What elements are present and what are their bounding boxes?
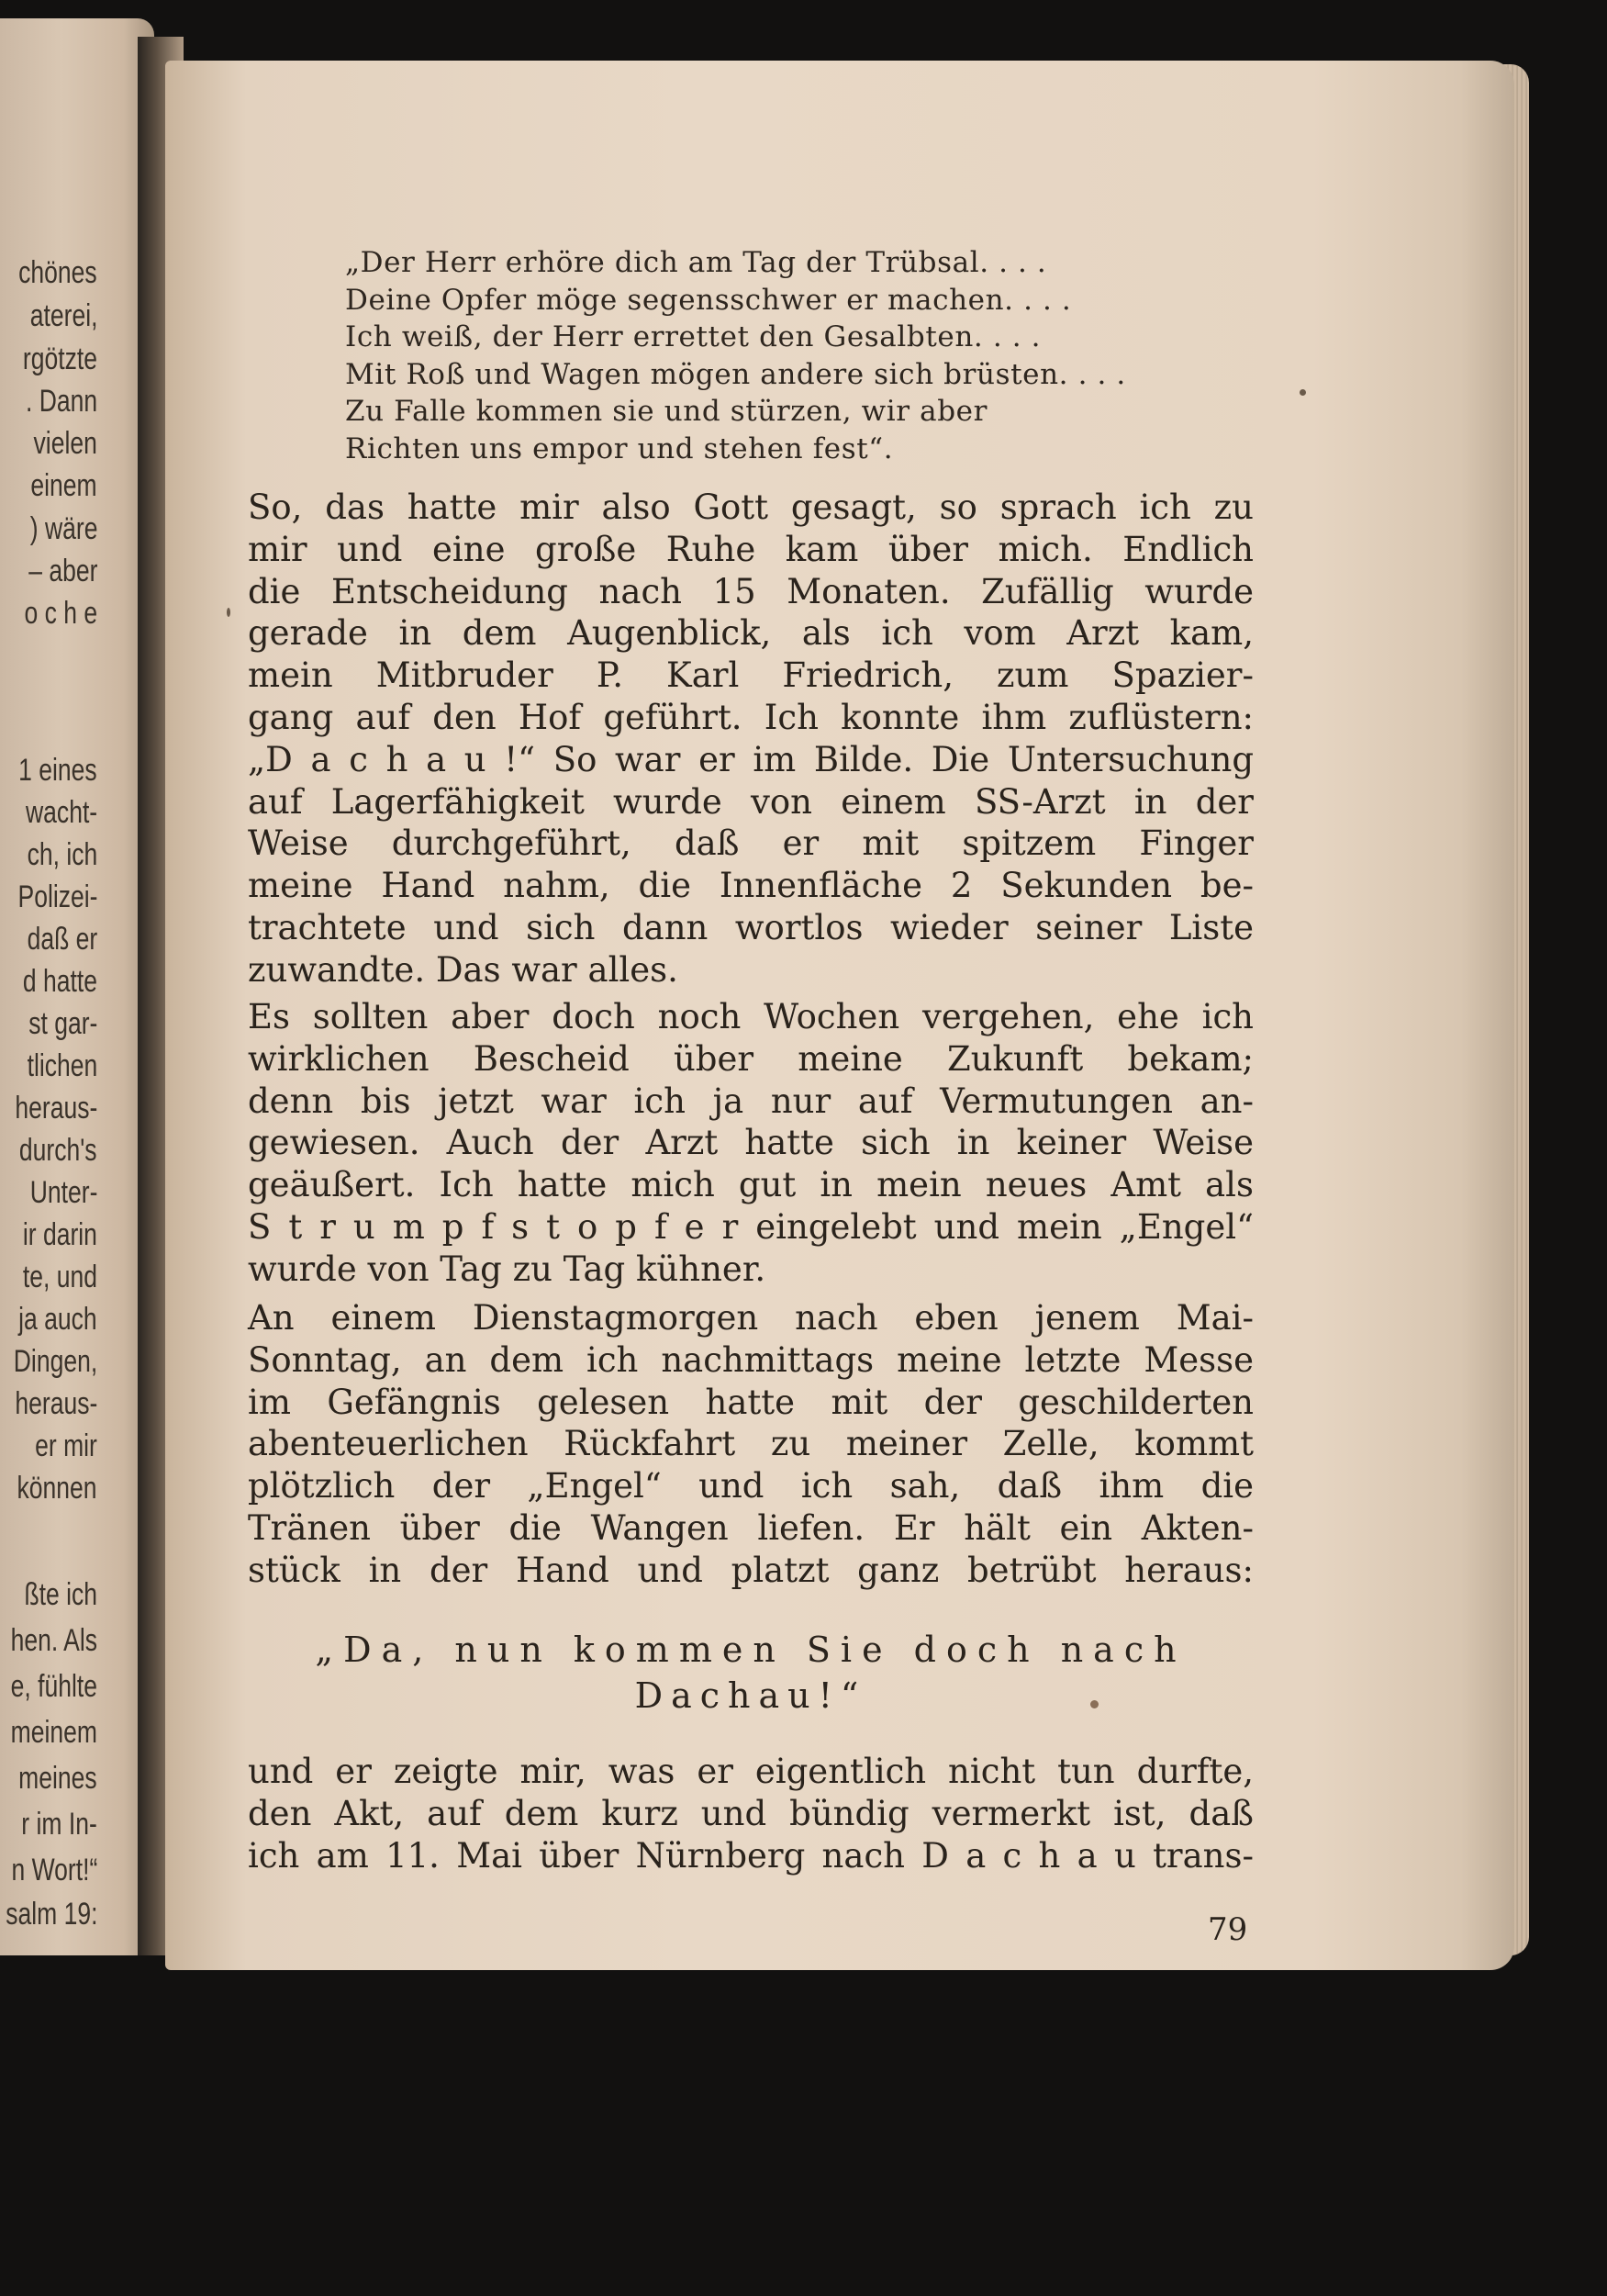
verse-line: Zu Falle kommen sie und stürzen, wir aber (345, 395, 988, 428)
text-line: mein Mitbruder P. Karl Friedrich, zum Spazier- (248, 655, 1254, 696)
left-page-line: Polizei- (17, 879, 97, 914)
text-line: S t r u m p f s t o p f e r eingelebt und mein „Engel“ (248, 1206, 1254, 1247)
paragraph-3 (248, 1297, 1254, 1592)
text-line: gewiesen. Auch der Arzt hatte sich in keiner Weise (248, 1123, 1254, 1163)
text-line: mir und eine große Ruhe kam über mich. Endlich (248, 529, 1254, 569)
left-page-line: chönes (18, 255, 97, 290)
text-line: im Gefängnis gelesen hatte mit der geschilderten (248, 1382, 1254, 1422)
left-page-line: hen. Als (10, 1623, 97, 1658)
left-page-line: heraus- (15, 1091, 97, 1126)
text-line: stück in der Hand und platzt ganz betrübt heraus: (248, 1550, 1254, 1590)
text-line: So, das hatte mir also Gott gesagt, so sprach ich zu (248, 487, 1254, 527)
left-page-line: st gar- (28, 1006, 97, 1041)
left-page-line: ) wäre (29, 511, 97, 546)
left-page-line: salm 19: (5, 1897, 97, 1932)
text-line: denn bis jetzt war ich ja nur auf Vermutungen an- (248, 1081, 1254, 1121)
centered-quote (248, 1627, 1254, 1719)
left-page-line: r im In- (21, 1807, 97, 1842)
left-page-line: rgötzte (22, 342, 97, 376)
verse-line: Richten uns empor und stehen fest“. (345, 431, 894, 465)
text-line: die Entscheidung nach 15 Monaten. Zufällig wurde (248, 571, 1254, 611)
left-page-line: Dingen, (13, 1344, 97, 1379)
quote-line-1: „Da, nun kommen Sie doch nach (315, 1630, 1187, 1670)
text-line: Es sollten aber doch noch Wochen vergehen, ehe ich (248, 997, 1254, 1036)
left-page-line: n Wort!“ (11, 1853, 97, 1887)
paper-speck (1090, 1700, 1099, 1708)
verse-line: Deine Opfer möge segensschwer er machen. . . . (345, 283, 1072, 317)
page-number: 79 (1208, 1911, 1248, 1948)
text-line: meine Hand nahm, die Innenfläche 2 Sekunden be- (248, 866, 1254, 906)
left-page-line: – aber (28, 554, 97, 588)
left-page-line: können (17, 1471, 97, 1506)
text-line: geäußert. Ich hatte mich gut in mein neues Amt als (248, 1165, 1254, 1205)
text-line: den Akt, auf dem kurz und bündig vermerkt ist, daß (248, 1793, 1254, 1833)
left-page-line: ir darin (22, 1217, 97, 1252)
left-page-line: Unter- (29, 1175, 97, 1210)
text-line: plötzlich der „Engel“ und ich sah, daß ihm die (248, 1466, 1254, 1506)
left-page-line: vielen (33, 426, 97, 461)
left-page-line: te, und (22, 1260, 97, 1294)
text-line: wurde von Tag zu Tag kühner. (248, 1249, 766, 1289)
text-line: und er zeigte mir, was er eigentlich nicht tun durfte, (248, 1752, 1254, 1791)
psalm-verse (345, 244, 1126, 467)
left-page-line: e, fühlte (10, 1669, 97, 1704)
left-page-line: heraus- (15, 1386, 97, 1421)
paper-speck (1300, 389, 1306, 396)
left-page-line: wacht- (25, 795, 97, 830)
text-line: wirklichen Bescheid über meine Zukunft bekam; (248, 1038, 1254, 1079)
verse-line: Mit Roß und Wagen mögen andere sich brüsten. . . . (345, 357, 1126, 391)
paragraph-1 (248, 487, 1254, 991)
left-page-line: einem (30, 468, 97, 503)
text-line: Tränen über die Wangen liefen. Er hält ein Akten- (248, 1507, 1254, 1548)
text-line: gerade in dem Augenblick, als ich vom Arzt kam, (248, 613, 1254, 654)
left-page-line: ch, ich (27, 837, 97, 872)
text-line: An einem Dienstagmorgen nach eben jenem Mai- (248, 1298, 1254, 1338)
paragraph-4 (248, 1751, 1254, 1876)
paragraph-2 (248, 996, 1254, 1291)
left-facing-page (0, 18, 154, 1955)
left-page-line: meines (18, 1761, 97, 1796)
left-page-line: meinem (10, 1715, 97, 1750)
text-line: Weise durchgeführt, daß er mit spitzem Finger (248, 823, 1254, 864)
left-page-line: er mir (35, 1428, 97, 1463)
text-line: zuwandte. Das war alles. (248, 949, 678, 990)
verse-line: Ich weiß, der Herr errettet den Gesalbten. . . . (345, 320, 1042, 353)
paper-speck (227, 608, 230, 617)
text-line: ich am 11. Mai über Nürnberg nach D a c h a u trans- (248, 1835, 1254, 1876)
left-page-line: durch's (19, 1133, 97, 1168)
left-page-line: . Dann (25, 384, 97, 419)
text-line: abenteuerlichen Rückfahrt zu meiner Zelle, kommt (248, 1424, 1254, 1464)
text-line: Sonntag, an dem ich nachmittags meine letzte Messe (248, 1339, 1254, 1380)
text-line: trachtete und sich dann wortlos wieder seiner Liste (248, 907, 1254, 947)
text-line: gang auf den Hof geführt. Ich konnte ihm zuflüstern: (248, 697, 1254, 737)
left-page-line: ja auch (18, 1302, 97, 1337)
left-page-line: o c h e (24, 596, 97, 631)
left-page-line: 1 eines (18, 753, 97, 788)
left-page-line: tlichen (27, 1048, 97, 1083)
left-page-line: d hatte (22, 964, 97, 999)
left-page-line: aterei, (29, 298, 97, 333)
verse-line: „Der Herr erhöre dich am Tag der Trübsal. . . . (345, 246, 1047, 279)
left-page-line: ßte ich (24, 1577, 97, 1612)
text-line: auf Lagerfähigkeit wurde von einem SS-Arzt in der (248, 781, 1254, 822)
quote-line-2: Dachau!“ (634, 1675, 867, 1716)
text-line: „D a c h a u !“ So war er im Bilde. Die Untersuchung (248, 739, 1254, 779)
left-page-line: daß er (27, 922, 97, 957)
